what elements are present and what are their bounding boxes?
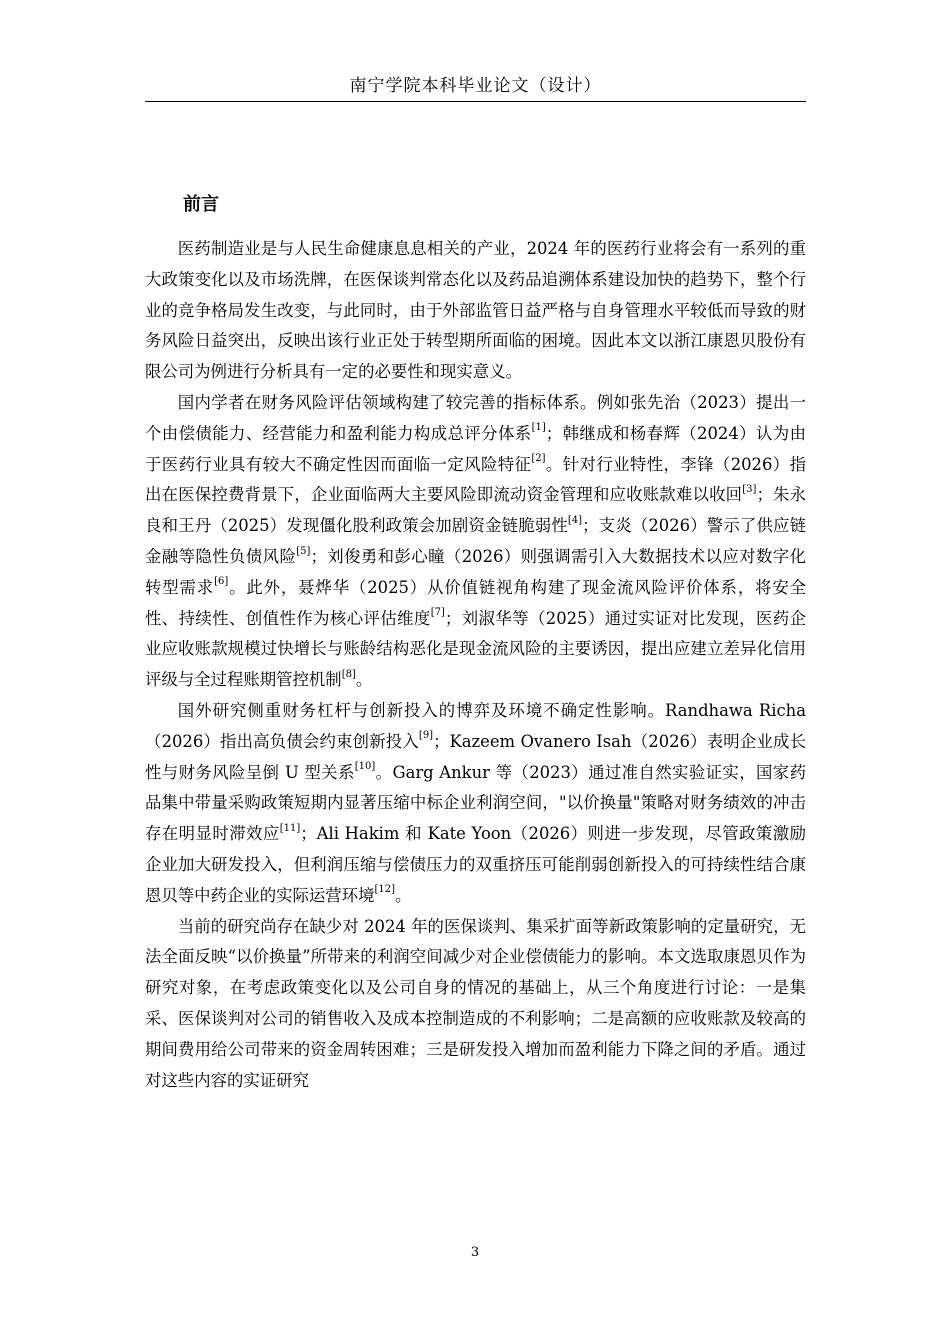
paragraph-text: 国内学者在财务风险评估领域构建了较完善的指标体系。例如张先治（2023）提出一个由偿债能力、经营能力和盈利能力构成总评分体系 xyxy=(145,392,806,443)
paragraph-text: ；支炎（2026）警示了供应链金融等隐性负债风险 xyxy=(145,516,806,566)
paragraph-text: 国外研究侧重财务杠杆与创新投入的博弈及环境不确定性影响。Randhawa Richa（2026）指出高负债会约束创新投入 xyxy=(145,700,806,751)
body-text xyxy=(145,234,806,1096)
paragraph-text: 。 xyxy=(355,670,373,690)
citation-reference: [9] xyxy=(418,730,434,742)
paragraph-text: 。 xyxy=(395,885,412,905)
citation-reference: [12] xyxy=(374,884,395,896)
citation-reference: [2] xyxy=(531,453,546,465)
paragraph-text: ；Ali Hakim 和 Kate Yoon（2026）则进一步发现，尽管政策激励企业加大研发投入，但利润压缩与偿债压力的双重挤压可能削弱创新投入的可持续性结合康恩贝等中药企业的实际运营环境 xyxy=(145,824,807,905)
paragraph-text: 当前的研究尚存在缺少对 2024 年的医保谈判、集采扩面等新政策影响的定量研究，无法全面反映“以价换量”所带来的利润空间减少对企业偿债能力的影响。本文选取康恩贝作为研究对象，在考虑政策变化以及公司自身的情况的基础上，从三个角度进行讨论：一是集采、医保谈判对公司的销售收入及成本控制造成的不利影响；二是高额的应收账款及较高的期间费用给公司带来的资金周转困难；三是研发投入增加而盈利能力下降之间的矛盾。通过对这些内容的实证研究 xyxy=(145,916,806,1090)
citation-reference: [1] xyxy=(531,422,546,434)
citation-reference: [10] xyxy=(354,761,376,773)
paragraph-text: ；韩继成和杨春辉（2024）认为由于医药行业具有较大不确定性因而面临一定风险特征 xyxy=(145,423,807,474)
paragraph-text: ；刘淑华等（2025）通过实证对比发现，医药企业应收账款规模过快增长与账龄结构恶化是现金流风险的主要诱因，提出应建立差异化信用评级与全过程账期管控机制 xyxy=(145,608,806,690)
citation-reference: [6] xyxy=(214,576,229,588)
citation-reference: [3] xyxy=(742,483,757,495)
body-paragraph xyxy=(145,388,806,696)
body-paragraph xyxy=(145,912,806,1097)
header-divider xyxy=(145,101,806,102)
body-paragraph xyxy=(145,696,806,912)
paragraph-text: ；朱永良和王丹（2025）发现僵化股利政策会加剧资金链脆弱性 xyxy=(145,485,807,536)
page-number: 3 xyxy=(470,1245,480,1260)
paragraph-text: 。针对行业特性，李锋（2026）指出在医保控费背景下，企业面临两大主要风险即流动资金管理和应收账款难以收回 xyxy=(145,454,806,505)
paragraph-text: ；Kazeem Ovanero Isah（2026）表明企业成长性与财务风险呈倒 U 型关系 xyxy=(145,731,806,782)
citation-reference: [5] xyxy=(296,545,311,557)
paragraph-text: 。此外，聂烨华（2025）从价值链视角构建了现金流风险评价体系，将安全性、持续性、创值性作为核心评估维度 xyxy=(145,577,806,628)
paragraph-text: ；刘俊勇和彭心瞳（2026）则强调需引入大数据技术以应对数字化转型需求 xyxy=(145,546,806,597)
document-header: 南宁学院本科毕业论文（设计） xyxy=(349,76,602,96)
citation-reference: [8] xyxy=(341,668,356,680)
citation-reference: [4] xyxy=(567,514,583,526)
section-title: 前言 xyxy=(183,194,219,215)
paragraph-text: 医药制造业是与人民生命健康息息相关的产业，2024 年的医药行业将会有一系列的重大政策变化以及市场洗牌，在医保谈判常态化以及药品追溯体系建设加快的趋势下，整个行业的竞争格局发生改变，与此同时，由于外部监管日益严格与自身管理水平较低而导致的财务风险日益突出，反映出该行业正处于转型期所面临的困境。因此本文以浙江康恩贝股份有限公司为例进行分析具有一定的必要性和现实意义。 xyxy=(145,239,806,382)
citation-reference: [7] xyxy=(430,607,445,619)
paragraph-text: 。Garg Ankur 等（2023）通过准自然实验证实，国家药品集中带量采购政策短期内显著压缩中标企业利润空间，"以价换量"策略对财务绩效的冲击存在明显时滞效应 xyxy=(145,762,806,844)
citation-reference: [11] xyxy=(279,822,301,834)
body-paragraph xyxy=(145,234,806,388)
